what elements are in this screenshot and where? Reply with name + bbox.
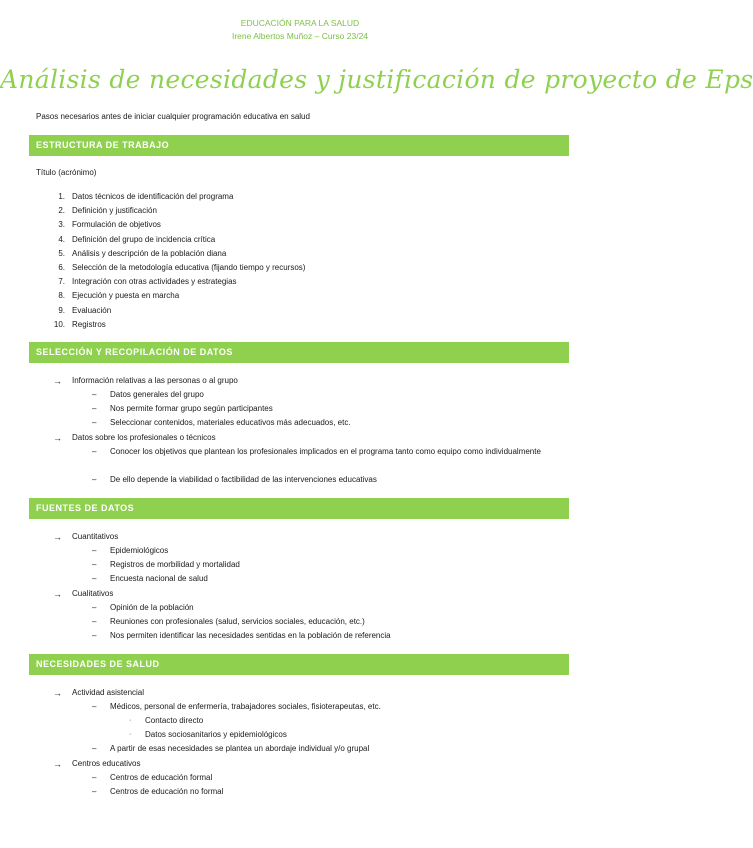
author-line: Irene Albertos Muñoz – Curso 23/24 — [231, 31, 369, 41]
arrow-icon: → — [53, 589, 62, 599]
dash-icon: – — [92, 560, 97, 569]
arrow-icon: → — [53, 433, 62, 443]
page-title: Análisis de necesidades y justificación de proyecto de Eps — [0, 65, 753, 94]
step-number: 1. — [58, 192, 65, 201]
list-item: Nos permiten identificar las necesidades sentidas en la población de referencia — [110, 631, 391, 640]
dash-icon: – — [92, 418, 97, 427]
step-number: 3. — [58, 220, 65, 230]
dash-icon: – — [92, 546, 97, 555]
section-heading-fuentes: FUENTES DE DATOS — [29, 498, 569, 519]
step-item: Ejecución y puesta en marcha — [72, 291, 180, 301]
step-number: 7. — [58, 277, 65, 287]
list-item: Nos permite formar grupo según participantes — [110, 404, 273, 413]
list-item: Médicos, personal de enfermería, trabajadores sociales, fisioterapeutas, etc. — [110, 702, 381, 711]
list-item: Epidemiológicos — [110, 546, 169, 555]
step-item: Evaluación — [72, 305, 112, 315]
list-item: Centros de educación formal — [110, 773, 213, 782]
step-number: 2. — [58, 206, 65, 216]
step-number: 6. — [58, 263, 65, 272]
arrow-icon: → — [53, 759, 62, 769]
arrow-icon: → — [53, 376, 62, 386]
list-item: Registros de morbilidad y mortalidad — [110, 560, 240, 569]
bullet-dot-icon: · — [129, 717, 132, 724]
step-number: 5. — [58, 248, 65, 258]
section-subtitle: Título (acrónimo) — [36, 168, 97, 177]
sub-list-item: Contacto directo — [145, 716, 204, 725]
group-heading: Cuantitativos — [72, 532, 119, 541]
list-item: De ello depende la viabilidad o factibilidad de las intervenciones educativas — [110, 475, 377, 484]
step-item: Datos técnicos de identificación del programa — [72, 192, 234, 201]
section-heading-estructura: ESTRUCTURA DE TRABAJO — [29, 135, 569, 156]
group-heading: Centros educativos — [72, 759, 141, 768]
dash-icon: – — [92, 617, 97, 626]
group-heading: Actividad asistencial — [72, 688, 145, 697]
dash-icon: – — [92, 390, 97, 399]
dash-icon: – — [92, 574, 97, 583]
bullet-dot-icon: · — [129, 731, 132, 738]
list-item: Conocer los objetivos que plantean los profesionales implicados en el programa tanto como equipo como individualmente — [110, 447, 541, 456]
section-heading-necesidades: NECESIDADES DE SALUD — [29, 654, 569, 675]
arrow-icon: → — [53, 532, 62, 542]
step-item: Definición y justificación — [72, 206, 157, 216]
dash-icon: – — [92, 787, 97, 796]
dash-icon: – — [92, 447, 97, 456]
list-item: Opinión de la población — [110, 603, 194, 612]
dash-icon: – — [92, 603, 97, 612]
dash-icon: – — [92, 773, 97, 782]
dash-icon: – — [92, 744, 97, 753]
list-item: Centros de educación no formal — [110, 787, 224, 796]
course-header: EDUCACIÓN PARA LA SALUD — [240, 18, 360, 28]
step-item: Análisis y descripción de la población diana — [72, 248, 227, 258]
list-item: Seleccionar contenidos, materiales educativos más adecuados, etc. — [110, 418, 351, 427]
dash-icon: – — [92, 631, 97, 640]
dash-icon: – — [92, 404, 97, 413]
group-heading: Información relativas a las personas o al grupo — [72, 376, 238, 385]
step-number: 8. — [58, 291, 65, 301]
section-heading-seleccion: SELECCIÓN Y RECOPILACIÓN DE DATOS — [29, 342, 569, 363]
intro-text: Pasos necesarios antes de iniciar cualquier programación educativa en salud — [36, 112, 310, 121]
step-item: Integración con otras actividades y estrategias — [72, 277, 237, 287]
step-item: Selección de la metodología educativa (fijando tiempo y recursos) — [72, 263, 306, 272]
sub-list-item: Datos sociosanitarios y epidemiológicos — [145, 730, 287, 739]
list-item: Encuesta nacional de salud — [110, 574, 208, 583]
list-item: Reuniones con profesionales (salud, servicios sociales, educación, etc.) — [110, 617, 365, 626]
step-number: 9. — [58, 305, 65, 315]
step-item: Registros — [72, 319, 106, 329]
arrow-icon: → — [53, 688, 62, 698]
step-item: Formulación de objetivos — [72, 220, 161, 230]
list-item: Datos generales del grupo — [110, 390, 204, 399]
step-number: 10. — [53, 319, 65, 329]
dash-icon: – — [92, 475, 97, 484]
dash-icon: – — [92, 702, 97, 711]
group-heading: Datos sobre los profesionales o técnicos — [72, 433, 216, 442]
step-number: 4. — [58, 234, 65, 244]
step-item: Definición del grupo de incidencia crítica — [72, 234, 216, 244]
list-item: A partir de esas necesidades se plantea un abordaje individual y/o grupal — [110, 744, 370, 753]
group-heading: Cualitativos — [72, 589, 114, 598]
